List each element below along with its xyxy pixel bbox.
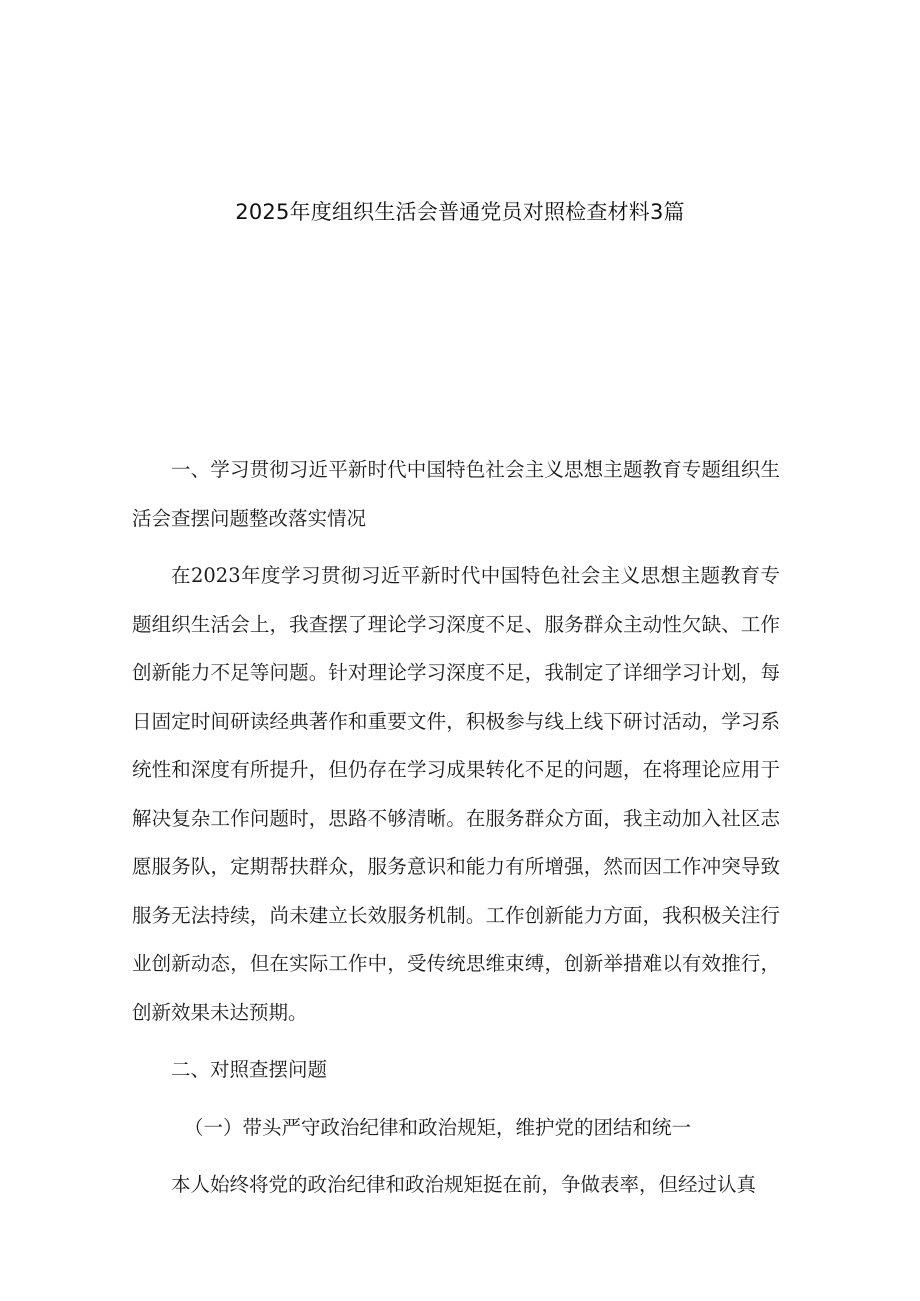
section-one-heading: 一、学习贯彻习近平新时代中国特色社会主义思想主题教育专题组织生活会查摆问题整改落实情况 xyxy=(132,458,780,530)
subsection-one-body: 本人始终将党的政治纪律和政治规矩挺在前，争做表率，但经过认真 xyxy=(171,1173,757,1196)
document-title: 2025年度组织生活会普通党员对照检查材料3篇 xyxy=(235,200,685,224)
section-two-heading: 二、对照查摆问题 xyxy=(171,1058,328,1081)
subsection-one-heading: （一）带头严守政治纪律和政治规矩，维护党的团结和统一 xyxy=(184,1115,692,1139)
section-one-body: 在2023年度学习贯彻习近平新时代中国特色社会主义思想主题教育专题组织生活会上，我查摆了理论学习深度不足、服务群众主动性欠缺、工作创新能力不足等问题。针对理论学习深度不足，我制定了详细学习计划，每日固定时间研读经典著作和重要文件，积极参与线上线下研讨活动，学习系统性和深度有所提升，但仍存在学习成果转化不足的问题，在将理论应用于解决复杂工作问题时，思路不够清晰。在服务群众方面，我主动加入社区志愿服务队，定期帮扶群众，服务意识和能力有所增强，然而因工作冲突导致服务无法持续，尚未建立长效服务机制。工作创新能力方面，我积极关注行业创新动态，但在实际工作中，受传统思维束缚，创新举措难以有效推行，创新效果未达预期。 xyxy=(132,564,780,1024)
document-body xyxy=(132,446,780,1210)
